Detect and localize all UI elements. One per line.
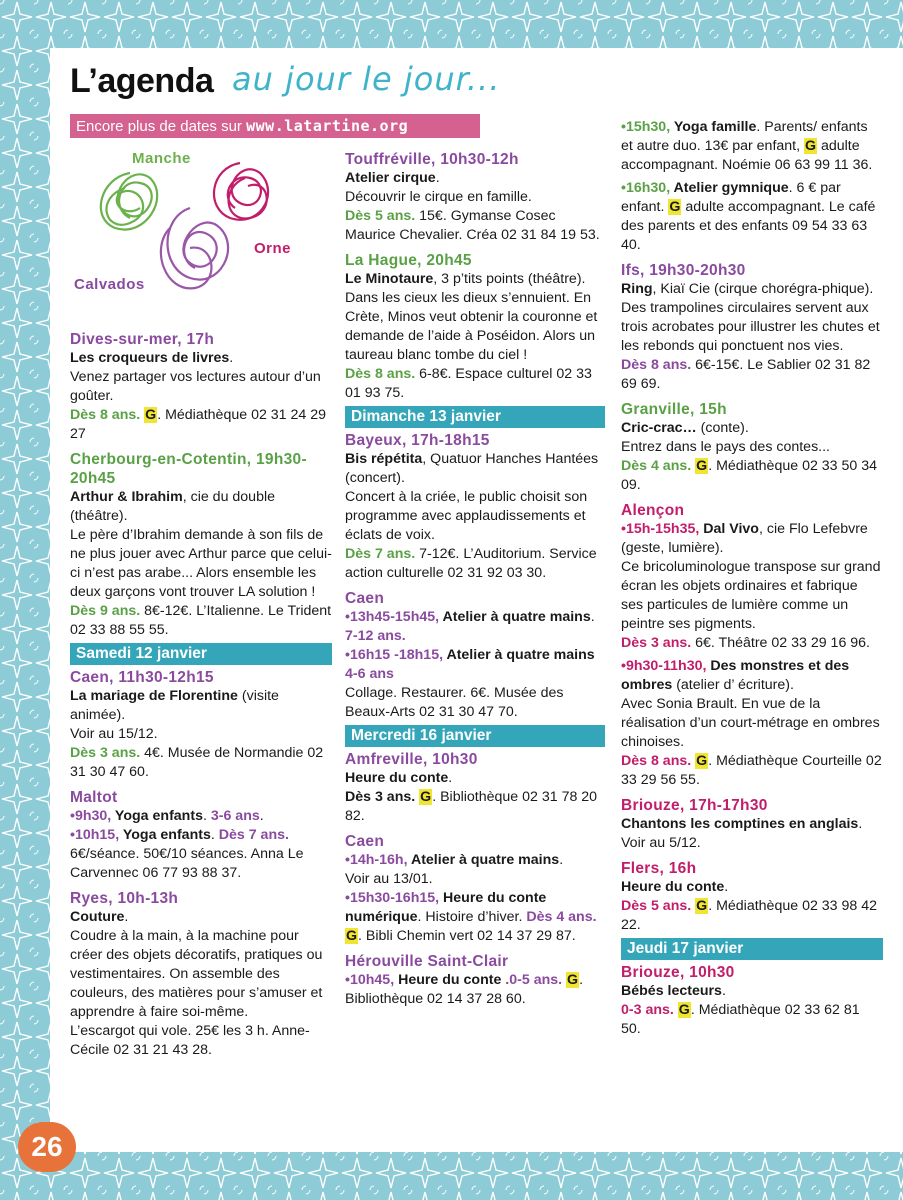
event-description: Voir au 13/01. [345,871,433,887]
event-entry: •9h30-11h30, Des monstres et des ombres (atelier d’ écriture). [621,658,850,693]
event-location: Cherbourg-en-Cotentin, 19h30-20h45 [70,451,307,487]
event-location: Flers, 16h [621,860,697,877]
event-location: Caen [345,590,385,607]
column-3 [621,118,883,1039]
event-info: Dès 8 ans. 6-8€. Espace culturel 02 33 01 93 75. [345,366,592,401]
event-location: Caen, 11h30-12h15 [70,669,214,686]
event-location: Hérouville Saint-Clair [345,953,509,970]
event-entry: Heure du conte. [345,770,453,786]
event-location: Touffréville, 10h30-12h [345,151,519,168]
event-info: Dès 4 ans. G. Médiathèque 02 33 50 34 09. [621,458,878,493]
day-header: Mercredi 16 janvier [345,725,605,747]
event-entry: •14h-16h, Atelier à quatre mains. [345,852,564,868]
event-entry: La mariage de Florentine (visite animée). [70,688,279,723]
event-location: Briouze, 17h-17h30 [621,797,768,814]
event-info: Dès 9 ans. 8€-12€. L’Italienne. Le Trident 02 33 88 55 55. [70,603,332,638]
page-number: 26 [18,1122,76,1172]
event-description: Entrez dans le pays des contes... [621,439,830,455]
event-entry: Arthur & Ibrahim, cie du double (théâtre). [70,489,276,524]
event-entry: •10h45, Heure du conte .0-5 ans. G. Bibliothèque 02 14 37 28 60. [345,972,584,1007]
event-description: Découvrir le cirque en famille. [345,189,532,205]
event-entry: Couture. [70,909,129,925]
event-location: Maltot [70,789,118,806]
day-header: Samedi 12 janvier [70,643,332,665]
event-location: Ryes, 10h-13h [70,890,179,907]
event-entry: Heure du conte. [621,879,729,895]
event-location: Amfreville, 10h30 [345,751,478,768]
event-description: Concert à la criée, le public choisit son programme avec applaudissements et éclats de voix. [345,489,588,543]
event-description: Des trampolines circulaires servent aux trois acrobates pour illustrer les chutes et les rebonds qui ponctuent nos vies. [621,300,880,354]
page-subtitle: au jour le jour... [232,60,501,98]
event-info: Dès 8 ans. G. Médiathèque 02 31 24 29 27 [70,407,327,442]
event-entry: •15h-15h35, Dal Vivo, cie Flo Lefebvre (geste, lumière). [621,521,868,556]
event-location: Alençon [621,502,685,519]
event-info: Dès 3 ans. G. Bibliothèque 02 31 78 20 82. [345,789,598,824]
region-calvados: Calvados [74,276,145,293]
event-location: Dives-sur-mer, 17h [70,331,215,348]
event-description: Coudre à la main, à la machine pour créer des objets décoratifs, pratiques ou vestimentaires. On assemble des couleurs, des matières pour s’amuser et apprendre à faire soi-même. [70,928,323,1020]
event-description: Voir au 5/12. [621,835,701,851]
website-url[interactable]: www.latartine.org [246,117,409,135]
event-description: Ce bricoluminologue transpose sur grand écran les objets ordinaires et fabrique ses particules de lumière comme un peintre ses pigments. [621,559,881,632]
region-orne: Orne [254,240,292,257]
event-info: Dès 7 ans. 7-12€. L’Auditorium. Service action culturelle 02 31 92 03 30. [345,546,597,581]
event-info: Collage. Restaurer. 6€. Musée des Beaux-Arts 02 31 30 47 70. [345,685,564,720]
event-entry: •15h30, Yoga famille. Parents/ enfants et autre duo. 13€ par enfant, G adulte accompagnant. Noémie 06 63 99 11 36. [621,119,873,173]
event-description: Dans les cieux les dieux s’ennuient. En Crète, Minos veut obtenir la couronne et demande de l’aide à Poséidon. Alors un taureau blanc tombe du ciel ! [345,290,598,363]
event-entry: Bis répétita, Quatuor Hanches Hantées (concert). [345,451,599,486]
column-2 [345,148,605,1009]
event-entry: •9h30, Yoga enfants. 3-6 ans. [70,808,264,824]
event-location: Caen [345,833,385,850]
event-entry: •16h30, Atelier gymnique. 6 € par enfant. G adulte accompagnant. Le café des parents et des enfants 09 54 33 63 40. [621,180,876,253]
day-header: Jeudi 17 janvier [621,938,883,960]
event-entry: Cric-crac… (conte). [621,420,749,436]
event-description: Voir au 15/12. [70,726,158,742]
event-info: Dès 5 ans. G. Médiathèque 02 33 98 42 22. [621,898,878,933]
event-entry: Le Minotaure, 3 p’tits points (théâtre). [345,271,586,287]
event-entry: •13h45-15h45, Atelier à quatre mains. 7-12 ans. [345,609,595,644]
event-info: Dès 8 ans. G. Médiathèque Courteille 02 33 29 56 55. [621,753,882,788]
event-entry: Les croqueurs de livres. [70,350,234,366]
region-map [70,148,332,298]
event-info: L’escargot qui vole. 25€ les 3 h. Anne-Cécile 02 31 21 43 28. [70,1023,310,1058]
event-location: Ifs, 19h30-20h30 [621,262,746,279]
event-location: Granville, 15h [621,401,727,418]
day-header: Dimanche 13 janvier [345,406,605,428]
event-entry: Ring, Kiaï Cie (cirque chorégra-phique). [621,281,874,297]
event-entry: Chantons les comptines en anglais. [621,816,863,832]
column-1 [70,328,332,1060]
event-entry: •16h15 -18h15, Atelier à quatre mains 4-6 ans [345,647,595,682]
page-title: L’agenda [70,62,214,100]
event-description: Venez partager vos lectures autour d’un goûter. [70,369,321,404]
website-banner[interactable]: Encore plus de dates sur www.latartine.org [70,114,480,138]
region-manche: Manche [132,150,191,167]
event-info: Dès 3 ans. 4€. Musée de Normandie 02 31 30 47 60. [70,745,324,780]
event-location: Bayeux, 17h-18h15 [345,432,490,449]
event-entry: •10h15, Yoga enfants. Dès 7 ans. [70,827,289,843]
event-info: 0-3 ans. G. Médiathèque 02 33 62 81 50. [621,1002,860,1037]
event-info: Dès 3 ans. 6€. Théâtre 02 33 29 16 96. [621,635,871,651]
event-info: Dès 8 ans. 6€-15€. Le Sablier 02 31 82 69 69. [621,357,871,392]
event-location: La Hague, 20h45 [345,252,472,269]
event-entry: Bébés lecteurs. [621,983,726,999]
event-info: Dès 5 ans. 15€. Gymanse Cosec Maurice Chevalier. Créa 02 31 84 19 53. [345,208,600,243]
event-description: Avec Sonia Brault. En vue de la réalisation d’un court-métrage en ombres chinoises. [621,696,880,750]
event-entry: Atelier cirque. [345,170,440,186]
event-info: 6€/séance. 50€/10 séances. Anna Le Carvennec 06 77 93 88 37. [70,846,304,881]
event-description: Le père d’Ibrahim demande à son fils de ne plus jouer avec Arthur parce que celui-ci n’est pas arabe... Alors ensemble les deux garçons vont trouver LA solution ! [70,527,332,600]
event-entry: •15h30-16h15, Heure du conte numérique. Histoire d’hiver. Dès 4 ans. G. Bibli Chemin vert 02 14 37 29 87. [345,890,597,944]
event-location: Briouze, 10h30 [621,964,735,981]
